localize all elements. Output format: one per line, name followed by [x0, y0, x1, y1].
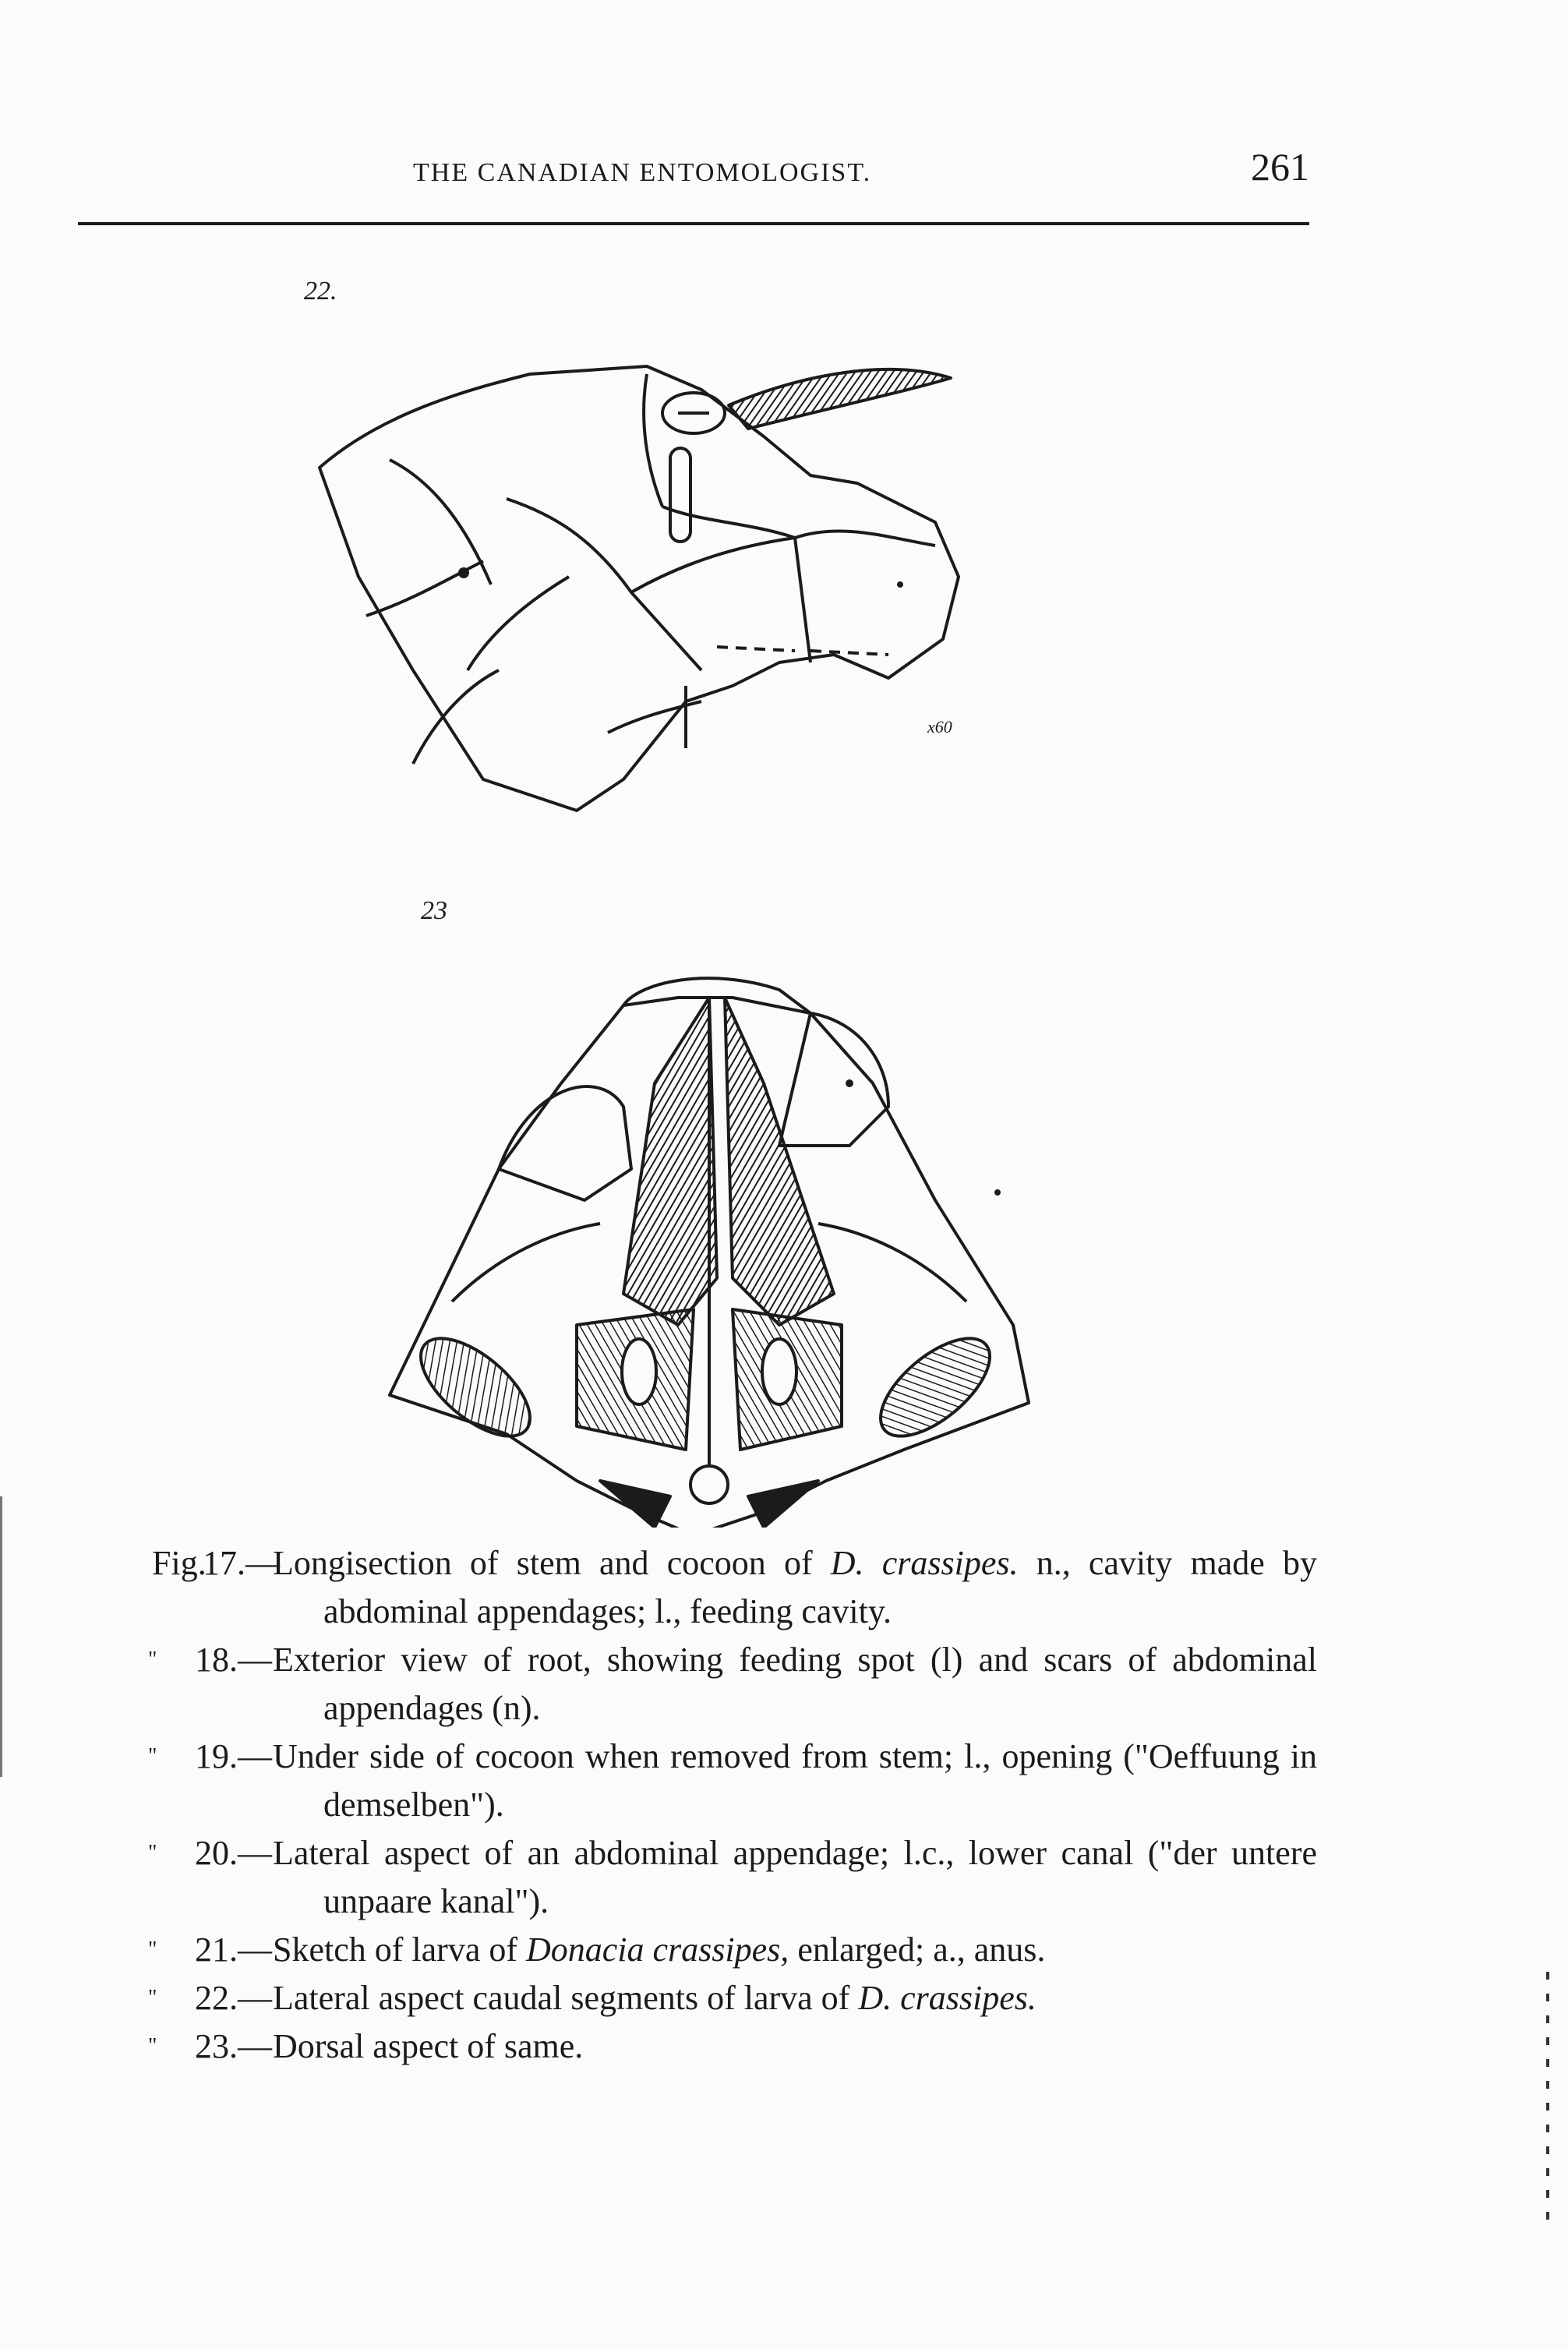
journal-title: THE CANADIAN ENTOMOLOGIST. — [413, 158, 872, 187]
caption-mark: " — [148, 1937, 157, 1962]
caption-text-before: Sketch of larva of — [273, 1930, 526, 1969]
figure-captions — [148, 1539, 1317, 2071]
page-number: 261 — [1251, 145, 1309, 189]
caption-number: 19.— — [195, 1737, 272, 1775]
scan-edge-marks — [1545, 1972, 1551, 2299]
caption-fig-19 — [148, 1733, 1317, 1829]
caption-number: 20.— — [195, 1834, 272, 1872]
caption-fig-17 — [148, 1539, 1317, 1636]
caption-text-after: enlarged; a., anus. — [789, 1930, 1046, 1969]
caption-italic: Donacia crassipes, — [526, 1930, 789, 1969]
header-rule — [78, 222, 1309, 225]
magnification-label: x60 — [927, 717, 952, 736]
caption-mark: " — [148, 2034, 157, 2058]
caption-fig-20 — [148, 1829, 1317, 1926]
caption-fig-22 — [148, 1974, 1317, 2022]
caption-italic: D. crassipes. — [858, 1979, 1037, 2017]
caption-text-before: Dorsal aspect of same. — [273, 2027, 584, 2065]
figure-23-drawing — [343, 888, 1060, 1528]
figure-23-label: 23 — [421, 896, 447, 925]
caption-mark: " — [148, 1648, 157, 1672]
caption-number: 23.— — [195, 2027, 272, 2065]
caption-number: 21.— — [195, 1930, 272, 1969]
caption-fig-23 — [148, 2022, 1317, 2071]
caption-mark: " — [148, 1986, 157, 2010]
caption-number: 18.— — [195, 1641, 272, 1679]
caption-text-after: n., cavity made by abdominal appendages; l., feeding cavity. — [323, 1544, 1317, 1630]
caption-fig-21 — [148, 1926, 1317, 1974]
margin-rule — [0, 1496, 2, 1777]
caption-mark: " — [148, 1841, 157, 1865]
running-head — [78, 144, 1309, 199]
figure-22-label: 22. — [304, 277, 337, 306]
figure-22-drawing — [296, 343, 1107, 842]
caption-fig-18 — [148, 1636, 1317, 1733]
caption-text-before: Under side of cocoon when removed from stem; l., opening ("Oeffuung in demselben"). — [273, 1737, 1317, 1824]
caption-mark: Fig. — [152, 1544, 207, 1582]
caption-text-before: Exterior view of root, showing feeding spot (l) and scars of abdominal appendages (n). — [273, 1641, 1317, 1727]
caption-text-before: Longisection of stem and cocoon of — [273, 1544, 831, 1582]
caption-number: 22.— — [195, 1979, 272, 2017]
caption-text-before: Lateral aspect of an abdominal appendage; l.c., lower canal ("der untere unpaare kanal"). — [273, 1834, 1317, 1920]
caption-number: 17.— — [203, 1544, 280, 1582]
caption-italic: D. crassipes. — [830, 1544, 1019, 1582]
caption-text-before: Lateral aspect caudal segments of larva of — [273, 1979, 859, 2017]
caption-mark: " — [148, 1744, 157, 1768]
